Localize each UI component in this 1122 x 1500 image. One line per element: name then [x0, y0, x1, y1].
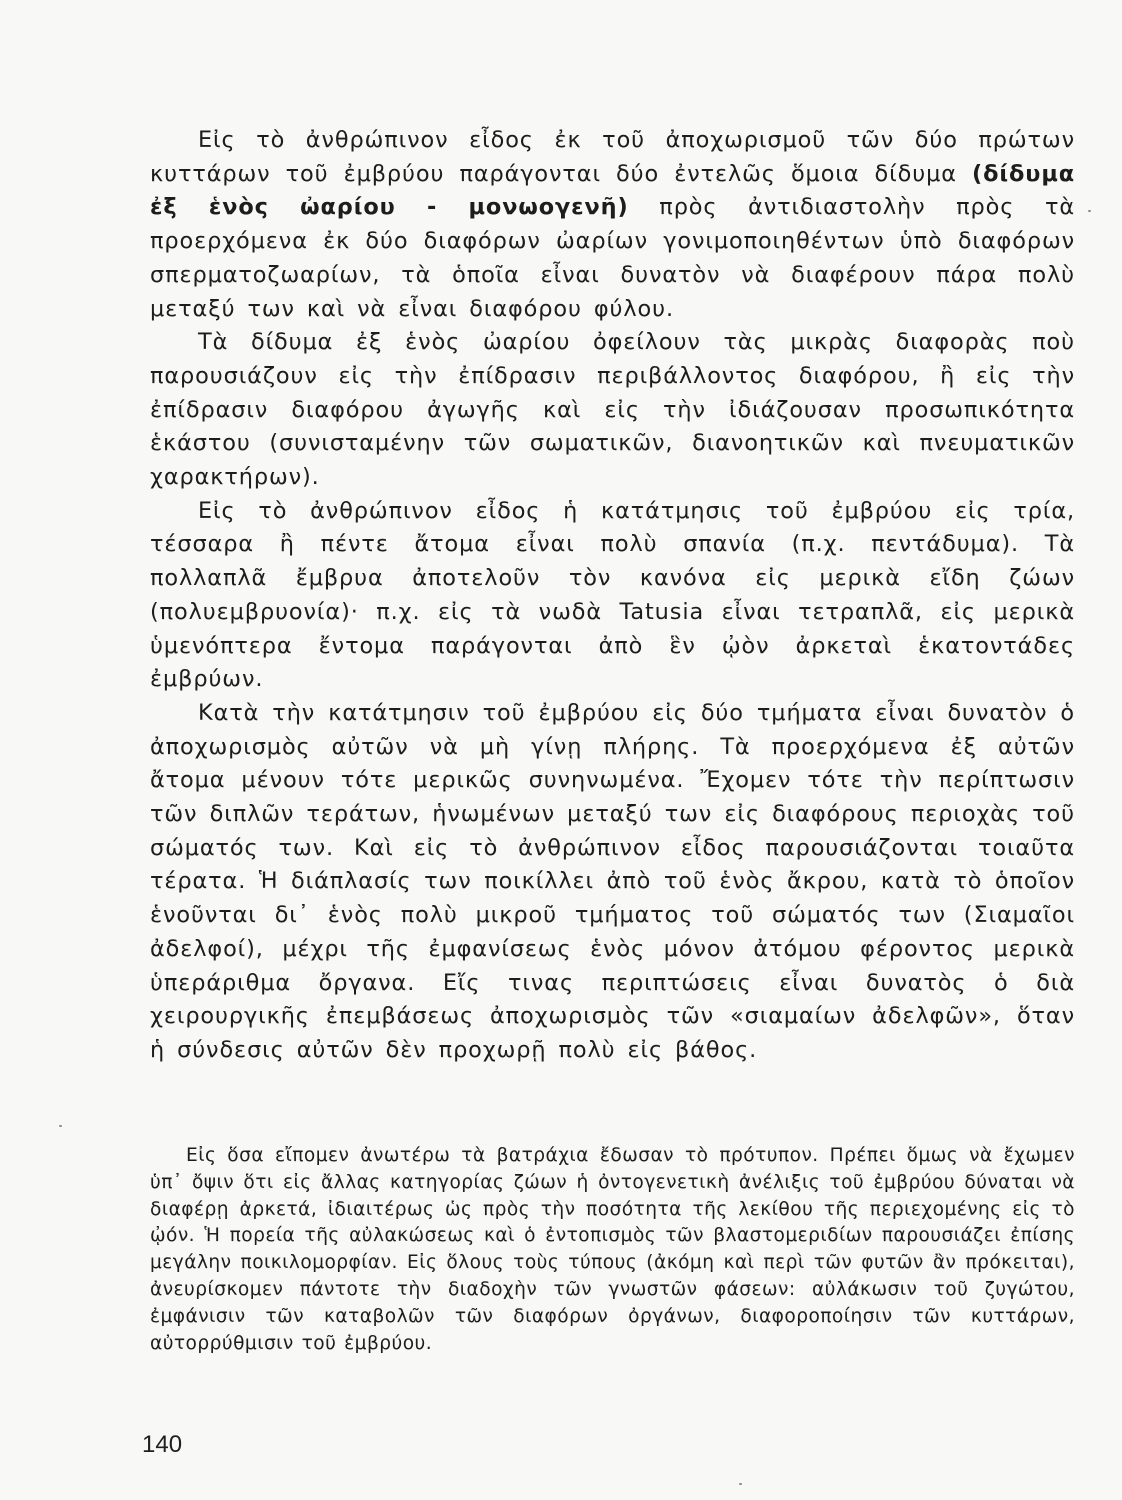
- print-speck: [59, 1125, 62, 1127]
- note-paragraph: Εἰς ὅσα εἴπομεν ἀνωτέρω τὰ βατράχια ἔδωσαν τὸ πρότυπον. Πρέπει ὅμως νὰ ἔχωμεν ὑπ᾽ ὄψιν ὅτι εἰς ἄλλας κατηγορίας ζώων ἡ ὀντογενετικὴ ἀνέλιξις τοῦ ἐμβρύου δύναται νὰ διαφέρῃ ἀρκετά, ἰδιαιτέρως ὡς πρὸς τὴν ποσότητα τῆς λεκίθου τῆς περιεχομένης εἰς τὸ ᾠόν. Ἡ πορεία τῆς αὐλακώσεως καὶ ὁ ἐντοπισμὸς τῶν βλαστομεριδίων παρουσιάζει ἐπίσης μεγάλην ποικιλομορφίαν. Εἰς ὅλους τοὺς τύπους (ἀκόμη καὶ περὶ τῶν φυτῶν ἂν πρόκειται), ἀνευρίσκομεν πάντοτε τὴν διαδοχὴν τῶν γνωστῶν φάσεων: αὐλάκωσιν τοῦ ζυγώτου, ἐμφάνισιν τῶν καταβολῶν τῶν διαφόρων ὀργάνων, διαφοροποίησιν τῶν κυττάρων, αὐτορρύθμισιν τοῦ ἐμβρύου.: [150, 1145, 1075, 1354]
- emphasized-monozygotic-twins: (δίδυμα ἐξ ἑνὸς ὠαρίου - μονωογενῆ): [150, 160, 1075, 221]
- main-text: [150, 120, 1075, 1068]
- print-speck: [1088, 210, 1091, 212]
- paragraph-twin-differences: Τὰ δίδυμα ἐξ ἑνὸς ὠαρίου ὀφείλουν τὰς μικρὰς διαφορὰς ποὺ παρουσιάζουν εἰς τὴν ἐπίδρασιν περιβάλλοντος διαφόρου, ἢ εἰς τὴν ἐπίδρασιν διαφόρου ἀγωγῆς καὶ εἰς τὴν ἰδιάζουσαν προσωπικότητα ἑκάστου (συνισταμένην τῶν σωματικῶν, διανοητικῶν καὶ πνευματικῶν χαρακτήρων).: [150, 329, 1075, 491]
- paragraph-1-text-start: Εἰς τὸ ἀνθρώπινον εἶδος ἐκ τοῦ ἀποχωρισμοῦ τῶν δύο πρώτων κυττάρων τοῦ ἐμβρύου παράγονται δύο ἐντελῶς ὅμοια δίδυμα: [150, 127, 1075, 187]
- paragraph-1-text-end: πρὸς ἀντιδιαστολὴν πρὸς τὰ προερχόμενα ἐκ δύο διαφόρων ὠαρίων γονιμοποιηθέντων ὑπὸ διαφόρων σπερματοζωαρίων, τὰ ὁποῖα εἶναι δυνατὸν νὰ διαφέρουν πάρα πολὺ μεταξύ των καὶ νὰ εἶναι διαφόρου φύλου.: [150, 194, 1075, 322]
- page-number: 140: [142, 1431, 183, 1458]
- paragraph-conjoined-twins: Κατὰ τὴν κατάτμησιν τοῦ ἐμβρύου εἰς δύο τμήματα εἶναι δυνατὸν ὁ ἀποχωρισμὸς αὐτῶν νὰ μὴ γίνῃ πλήρης. Τὰ προερχόμενα ἐξ αὐτῶν ἄτομα μένουν τότε μερικῶς συνηνωμένα. Ἔχομεν τότε τὴν περίπτωσιν τῶν διπλῶν τεράτων, ἡνωμένων μεταξύ των εἰς διαφόρους περιοχὰς τοῦ σώματός των. Καὶ εἰς τὸ ἀνθρώπινον εἶδος παρουσιάζονται τοιαῦτα τέρατα. Ἡ διάπλασίς των ποικίλλει ἀπὸ τοῦ ἑνὸς ἄκρου, κατὰ τὸ ὁποῖον ἑνοῦνται δι᾽ ἑνὸς πολὺ μικροῦ τμήματος τοῦ σώματός των (Σιαμαῖοι ἀδελφοί), μέχρι τῆς ἐμφανίσεως ἑνὸς μόνον ἀτόμου φέροντος μερικὰ ὑπεράριθμα ὄργανα. Εἴς τινας περιπτώσεις εἶναι δυνατὸς ὁ διὰ χειρουργικῆς ἐπεμβάσεως ἀποχωρισμὸς τῶν «σιαμαίων ἀδελφῶν», ὅταν ἡ σύνδεσις αὐτῶν δὲν προχωρῇ πολὺ εἰς βάθος.: [150, 699, 1075, 1063]
- print-speck: [739, 1483, 742, 1485]
- paragraph-twins-definition: [150, 124, 1075, 326]
- paragraph-multiple-embryos: Εἰς τὸ ἀνθρώπινον εἶδος ἡ κατάτμησις τοῦ ἐμβρύου εἰς τρία, τέσσαρα ἢ πέντε ἄτομα εἶναι πολὺ σπανία (π.χ. πεντάδυμα). Τὰ πολλαπλᾶ ἔμβρυα ἀποτελοῦν τὸν κανόνα εἰς μερικὰ εἴδη ζώων (πολυεμβρυονία)· π.χ. εἰς τὰ νωδὰ Tatusia εἶναι τετραπλᾶ, εἰς μερικὰ ὑμενόπτερα ἔντομα παράγονται ἀπὸ ἓν ᾠὸν ἀρκεταὶ ἑκατοντάδες ἐμβρύων.: [150, 497, 1075, 693]
- small-print-note: [150, 1143, 1075, 1357]
